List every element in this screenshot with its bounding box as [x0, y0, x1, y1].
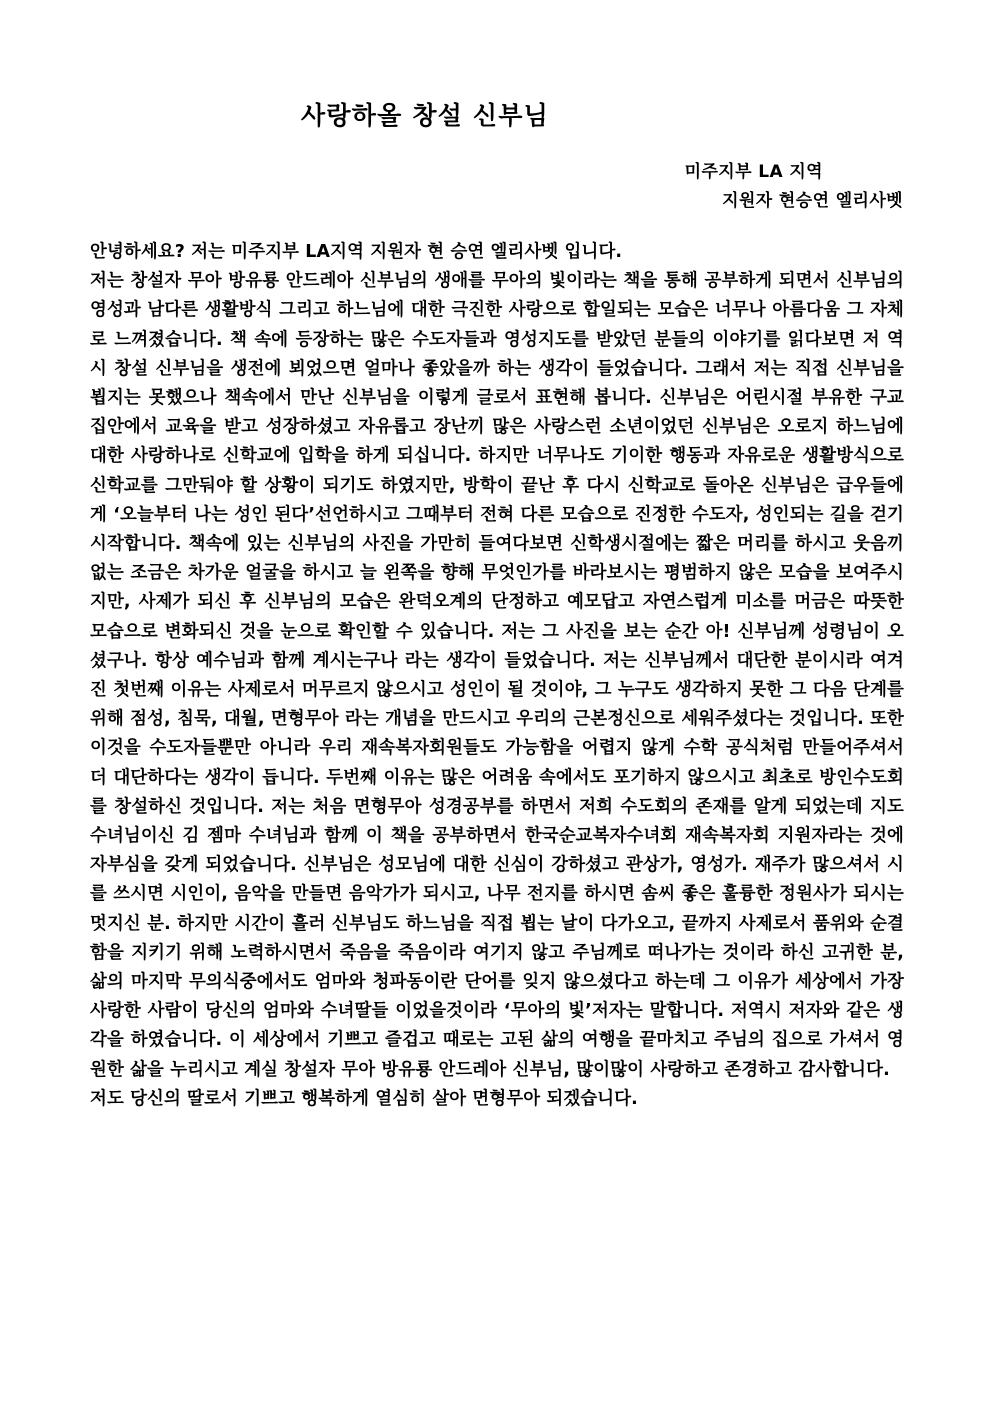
sender-block — [0, 158, 908, 216]
page-title: 사랑하올 창설 신부님 — [301, 100, 549, 130]
sender-name-line: 지원자 현승연 엘리사벳 — [722, 191, 903, 211]
paragraph-main-body: 저는 창설자 무아 방유룡 안드레아 신부님의 생애를 무아의 빛이라는 책을 통해 공부하게 되면서 신부님의 영성과 남다른 생활방식 그리고 하느님에 대한 극진한 사랑으로 합일되는 모습은 너무나 아름다움 그 자체로 느껴졌습니다. 책 속에 등장하는 많은 수도자들과 영성지도를 받았던 분들의 이야기를 읽다보면 저 역시 창설 신부님을 생전에 뵈었으면 얼마나 좋았을까 하는 생각이 들었습니다. 그래서 저는 직접 신부님을 뵙지는 못했으나 책속에서 만난 신부님을 이렇게 글로서 표현해 봅니다. 신부님은 어린시절 부유한 구교 집안에서 교육을 받고 성장하셨고 자유롭고 장난끼 많은 사랑스런 소년이었던 신부님은 오로지 하느님에 대한 사랑하나로 신학교에 입학을 하게 되십니다. 하지만 너무나도 기이한 행동과 자유로운 생활방식으로 신학교를 그만둬야 할 상황이 되기도 하였지만, 방학이 끝난 후 다시 신학교로 돌아온 신부님은 급우들에게 ‘오늘부터 나는 성인 된다’선언하시고 그때부터 전혀 다른 모습으로 진정한 수도자, 성인되는 길을 걷기 시작합니다. 책속에 있는 신부님의 사진을 가만히 들여다보면 신학생시절에는 짧은 머리를 하시고 웃음끼 없는 조금은 차가운 얼굴을 하시고 늘 왼쪽을 향해 무엇인가를 바라보시는 평범하지 않은 모습을 보여주시지만, 사제가 되신 후 신부님의 모습은 완덕오계의 단정하고 예모답고 자연스럽게 미소를 머금은 따뜻한 모습으로 변화되신 것을 눈으로 확인할 수 있습니다. 저는 그 사진을 보는 순간 아! 신부님께 성령님이 오셨구나. 항상 예수님과 함께 계시는구나 라는 생각이 들었습니다. 저는 신부님께서 대단한 분이시라 여겨진 첫번째 이유는 사제로서 머무르지 않으시고 성인이 될 것이야, 그 누구도 생각하지 못한 그 다음 단계를 위해 점성, 침묵, 대월, 면형무아 라는 개념을 만드시고 우리의 근본정신으로 세워주셨다는 것입니다. 또한 이것을 수도자들뿐만 아니라 우리 재속복자회원들도 가능함을 어렵지 않게 수학 공식처럼 만들어주셔서 더 대단하다는 생각이 듭니다. 두번째 이유는 많은 어려움 속에서도 포기하지 않으시고 최초로 방인수도회를 창설하신 것입니다. 저는 처음 면형무아 성경공부를 하면서 저희 수도회의 존재를 알게 되었는데 지도수녀님이신 김 젬마 수녀님과 함께 이 책을 공부하면서 한국순교복자수녀회 재속복자회 지원자라는 것에 자부심을 갖게 되었습니다. 신부님은 성모님에 대한 신심이 강하셨고 관상가, 영성가. 재주가 많으셔서 시를 쓰시면 시인이, 음악을 만들면 음악가가 되시고, 나무 전지를 하시면 솜씨 좋은 훌륭한 정원사가 되시는 멋지신 분. 하지만 시간이 흘러 신부님도 하느님을 직접 뵙는 날이 다가오고, 끝까지 사제로서 품위와 순결함을 지키기 위해 노력하시면서 죽음을 죽음이라 여기지 않고 주님께로 떠나가는 것이라 하신 고귀한 분, 삶의 마지막 무의식중에서도 엄마와 청파동이란 단어를 잊지 않으셨다고 하는데 그 이유가 세상에서 가장 사랑한 사람이 당신의 엄마와 수녀딸들 이었을것이라 ‘무아의 빛’저자는 말합니다. 저역시 저자와 같은 생각을 하였습니다. 이 세상에서 기쁘고 즐겁고 때로는 고된 삶의 여행을 끝마치고 주님의 집으로 가셔서 영원한 삶을 누리시고 계실 창설자 무아 방유룡 안드레아 신부님, 많이많이 사랑하고 존경하고 감사합니다. — [90, 271, 904, 1080]
sender-region-line: 미주지부 LA 지역 — [684, 162, 823, 182]
paragraph-greeting: 안녕하세요? 저는 미주지부 LA지역 지원자 현 승연 엘리사벳 입니다. — [90, 242, 623, 262]
paragraph-closing: 저도 당신의 딸로서 기쁘고 행복하게 열심히 살아 면형무아 되겠습니다. — [90, 1088, 638, 1109]
letter-body — [90, 238, 904, 1114]
